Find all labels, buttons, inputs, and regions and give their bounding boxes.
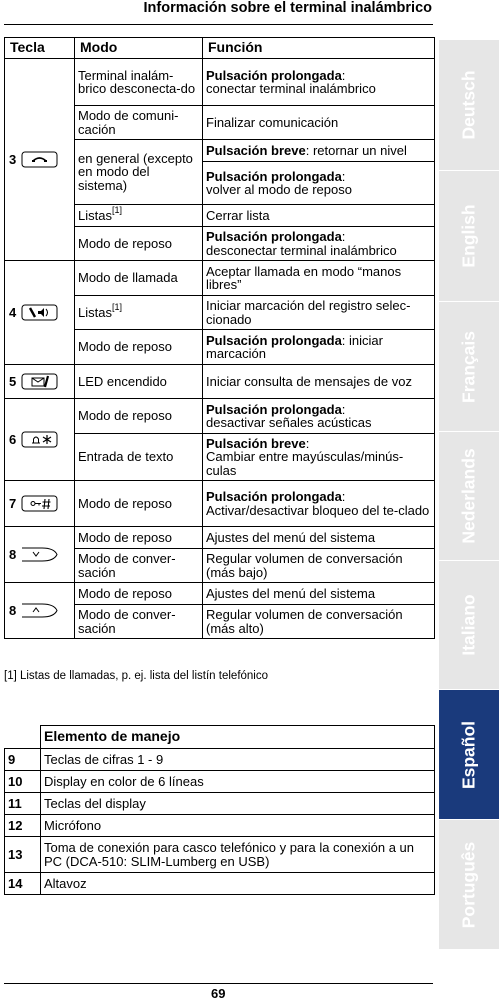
table-row xyxy=(5,527,435,549)
key-cell-4 xyxy=(5,261,75,365)
column-header-key: Tecla xyxy=(5,38,75,59)
key-function-table xyxy=(4,37,435,639)
mode-cell: Modo de reposo xyxy=(75,527,203,549)
mode-cell: Listas[1] xyxy=(75,205,203,227)
key-number: 4 xyxy=(9,304,17,320)
mode-cell: Modo de reposo xyxy=(75,399,203,434)
volume-up-key-icon xyxy=(21,602,58,619)
table-header-row xyxy=(5,38,435,59)
key-cell-6 xyxy=(5,399,75,481)
element-label: Display en color de 6 líneas xyxy=(41,771,435,793)
key-number: 8 xyxy=(9,602,17,618)
mode-cell: Listas[1] xyxy=(75,296,203,330)
mode-cell: Modo de reposo xyxy=(75,583,203,605)
mode-cell: Modo de reposo xyxy=(75,330,203,365)
key-number: 5 xyxy=(9,373,17,389)
table-row xyxy=(5,399,435,434)
mode-cell: Modo de reposo xyxy=(75,481,203,527)
mode-cell: Modo de conver-sación xyxy=(75,549,203,583)
mode-cell: Entrada de texto xyxy=(75,434,203,481)
element-label: Altavoz xyxy=(41,873,435,895)
language-tab-espanol[interactable]: Español xyxy=(439,690,499,819)
key-number: 7 xyxy=(9,495,17,511)
element-number: 14 xyxy=(5,873,41,895)
element-number: 13 xyxy=(5,837,41,873)
page-header-title: Información sobre el terminal inalámbrico xyxy=(143,0,432,16)
function-cell: Ajustes del menú del sistema xyxy=(203,527,435,549)
key-cell-7 xyxy=(5,481,75,527)
key-cell-5 xyxy=(5,365,75,399)
table-row xyxy=(5,837,435,873)
element-number: 10 xyxy=(5,771,41,793)
hash-lock-key-icon xyxy=(21,495,58,512)
table-row xyxy=(5,583,435,605)
language-tab-italiano[interactable]: Italiano xyxy=(439,561,499,689)
mode-cell: Modo de comuni-cación xyxy=(75,106,203,140)
mode-cell: Modo de conver-sación xyxy=(75,605,203,639)
table-row xyxy=(5,771,435,793)
end-call-key-icon xyxy=(21,151,58,168)
function-cell: Pulsación prolongada: volver al modo de reposo xyxy=(203,162,435,205)
table-row xyxy=(5,261,435,296)
table-row xyxy=(5,815,435,837)
function-cell: Pulsación prolongada: desconectar terminal inalámbrico xyxy=(203,227,435,261)
language-tabs xyxy=(439,40,499,949)
table-row xyxy=(5,481,435,527)
star-bell-key-icon xyxy=(21,431,58,448)
table-header-row xyxy=(5,726,435,749)
mode-cell: Modo de reposo xyxy=(75,227,203,261)
element-label: Teclas de cifras 1 - 9 xyxy=(41,749,435,771)
volume-down-key-icon xyxy=(21,546,58,563)
table-row xyxy=(5,365,435,399)
function-cell: Pulsación breve: Cambiar entre mayúsculas/minús-culas xyxy=(203,434,435,481)
function-cell: Pulsación prolongada: desactivar señales acústicas xyxy=(203,399,435,434)
function-cell: Pulsación prolongada: iniciar marcación xyxy=(203,330,435,365)
key-cell-8-up xyxy=(5,583,75,639)
table-row xyxy=(5,873,435,895)
key-cell-3 xyxy=(5,59,75,261)
element-number: 9 xyxy=(5,749,41,771)
speaker-key-icon xyxy=(21,304,58,321)
column-header-function: Función xyxy=(203,38,435,59)
function-cell: Iniciar marcación del registro selec-cionado xyxy=(203,296,435,330)
function-cell: Pulsación breve: retornar un nivel xyxy=(203,140,435,162)
language-tab-francais[interactable]: Français xyxy=(439,302,499,431)
table-row xyxy=(5,793,435,815)
table-row xyxy=(5,749,435,771)
column-header-mode: Modo xyxy=(75,38,203,59)
language-tab-portugues[interactable]: Português xyxy=(439,820,499,949)
function-cell: Aceptar llamada en modo “manos libres” xyxy=(203,261,435,296)
element-label: Micrófono xyxy=(41,815,435,837)
key-number: 3 xyxy=(9,151,17,167)
language-tab-english[interactable]: English xyxy=(439,171,499,301)
key-cell-8-down xyxy=(5,527,75,583)
column-header-element: Elemento de manejo xyxy=(41,726,435,749)
function-cell: Finalizar comunicación xyxy=(203,106,435,140)
element-label: Toma de conexión para casco telefónico y para la conexión a un PC (DCA-510: SLIM-Lumberg en USB) xyxy=(41,837,435,873)
element-number: 12 xyxy=(5,815,41,837)
key-number: 6 xyxy=(9,431,17,447)
mode-cell: Terminal inalám-brico desconecta-do xyxy=(75,59,203,106)
function-cell: Regular volumen de conversación (más bajo) xyxy=(203,549,435,583)
function-cell: Ajustes del menú del sistema xyxy=(203,583,435,605)
table-row xyxy=(5,59,435,106)
mode-cell: en general (excepto en modo del sistema) xyxy=(75,140,203,205)
header-divider xyxy=(4,24,433,25)
element-number: 11 xyxy=(5,793,41,815)
mode-cell: Modo de llamada xyxy=(75,261,203,296)
page-number: 69 xyxy=(211,986,226,1001)
language-tab-nederlands[interactable]: Nederlands xyxy=(439,432,499,560)
mode-cell: LED encendido xyxy=(75,365,203,399)
element-label: Teclas del display xyxy=(41,793,435,815)
control-elements-table xyxy=(4,725,435,895)
footer-divider xyxy=(4,983,433,984)
function-cell: Cerrar lista xyxy=(203,205,435,227)
mailbox-key-icon xyxy=(21,373,58,390)
function-cell: Pulsación prolongada: conectar terminal inalámbrico xyxy=(203,59,435,106)
function-cell: Pulsación prolongada: Activar/desactivar bloqueo del te-clado xyxy=(203,481,435,527)
function-cell: Iniciar consulta de mensajes de voz xyxy=(203,365,435,399)
key-number: 8 xyxy=(9,546,17,562)
footnote: [1] Listas de llamadas, p. ej. lista del listín telefónico xyxy=(4,670,269,682)
language-tab-deutsch[interactable]: Deutsch xyxy=(439,40,499,170)
function-cell: Regular volumen de conversación (más alto) xyxy=(203,605,435,639)
